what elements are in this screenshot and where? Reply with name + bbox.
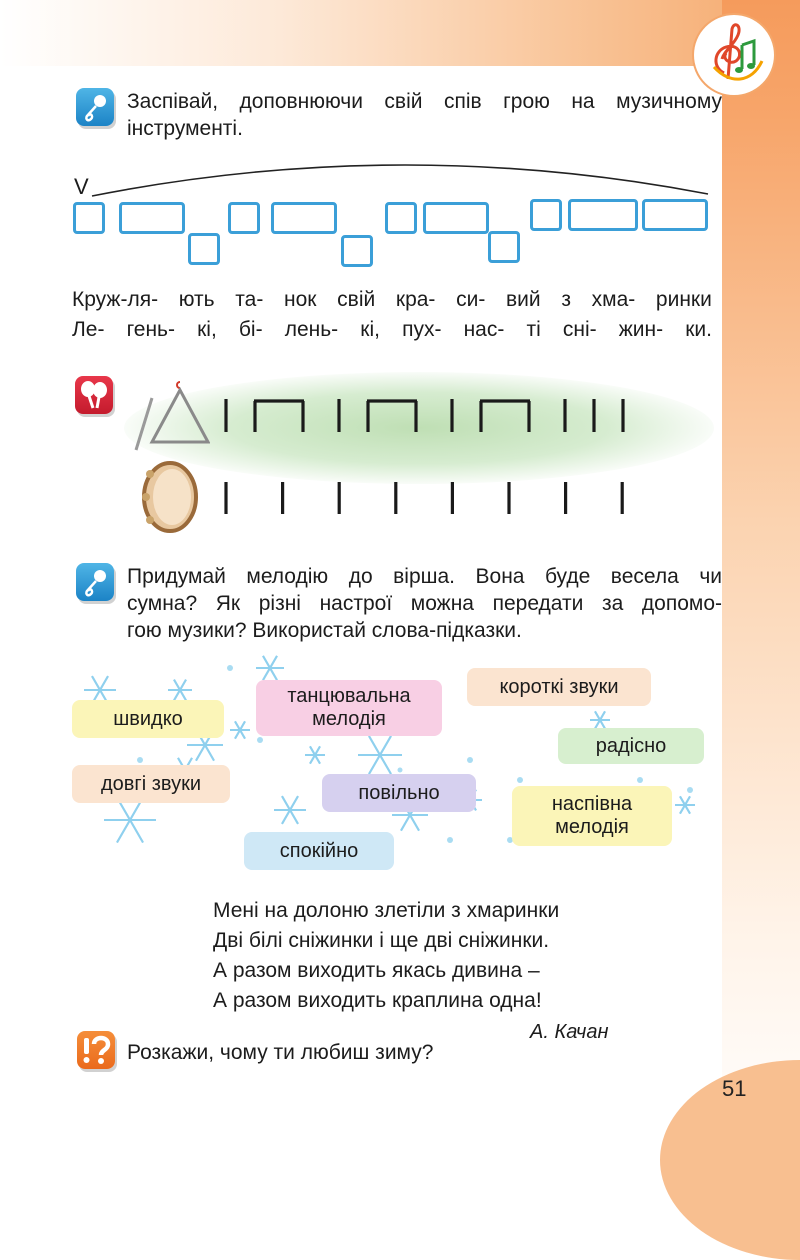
syllable: хма-	[591, 288, 636, 311]
hint-joyful-label: радісно	[595, 734, 667, 757]
hint-dance-label1: танцювальна	[287, 685, 411, 707]
syllable: з	[561, 288, 571, 311]
syllable: пух-	[402, 318, 442, 341]
hint-fast-label: швидко	[113, 707, 183, 730]
hint-chip-joyful	[558, 728, 704, 764]
syllable: Круж-ля-	[72, 288, 159, 311]
poem-line: А разом виходить краплина одна!	[213, 989, 542, 1012]
syllable: ринки	[655, 288, 712, 311]
poem-author: А. Качан	[530, 1021, 609, 1043]
hint-chip-dance	[256, 680, 442, 736]
syllable: си-	[456, 288, 486, 311]
syllable: ють	[178, 288, 215, 311]
page-number: 51	[722, 1076, 747, 1101]
syllable: нас-	[463, 318, 505, 341]
syllable: кі,	[197, 318, 217, 341]
poem-line: Мені на долоню злетіли з хмаринки	[213, 899, 560, 922]
syllable: вий	[506, 288, 541, 311]
syllable: лень-	[284, 318, 339, 341]
hint-melodic-label1: наспівна	[551, 793, 633, 815]
syllable: сні-	[562, 318, 597, 341]
syllable: Ле-	[72, 318, 105, 341]
hint-chip-fast	[72, 700, 224, 738]
task2-line3: гою музики? Використай слова-підказки.	[127, 619, 522, 642]
syllable: ки.	[685, 318, 712, 341]
syllable: гень-	[126, 318, 175, 341]
hint-chip-long	[72, 765, 230, 803]
breath-mark: V	[74, 174, 89, 199]
hint-calm-label: спокійно	[279, 839, 359, 862]
hint-dance-label2: мелодія	[312, 708, 386, 730]
syllable: ті	[526, 318, 541, 341]
syllable: жин-	[618, 318, 664, 341]
task2-line2: сумна? Як різні настрої можна передати за допомо-	[127, 592, 722, 615]
hint-slow-label: повільно	[358, 781, 440, 804]
hint-short-label: короткі звуки	[499, 675, 619, 698]
task1-line1: Заспівай, доповнюючи свій спів грою на музичному	[127, 90, 722, 113]
syllable: бі-	[238, 318, 263, 341]
question-exclamation-icon	[77, 1031, 115, 1069]
poem-line: А разом виходить якась дивина –	[213, 959, 540, 982]
task1-line2: інструменті.	[127, 117, 243, 140]
hint-long-label: довгі звуки	[101, 772, 201, 795]
hint-chip-calm	[244, 832, 394, 870]
hint-chip-melodic	[512, 786, 672, 846]
syllable: та-	[235, 288, 264, 311]
task2-line1: Придумай мелодію до вірша. Вона буде весела чи	[127, 565, 722, 588]
hint-chip-slow	[322, 774, 476, 812]
hint-chip-short	[467, 668, 651, 706]
syllable: кі,	[360, 318, 380, 341]
poem-line: Дві білі сніжинки і ще дві сніжинки.	[213, 929, 550, 952]
task3-text: Розкажи, чому ти любиш зиму?	[127, 1041, 434, 1064]
syllable: нок	[284, 288, 317, 311]
hint-melodic-label2: мелодія	[555, 816, 629, 838]
syllable: свій	[337, 288, 376, 311]
syllable: кра-	[395, 288, 436, 311]
